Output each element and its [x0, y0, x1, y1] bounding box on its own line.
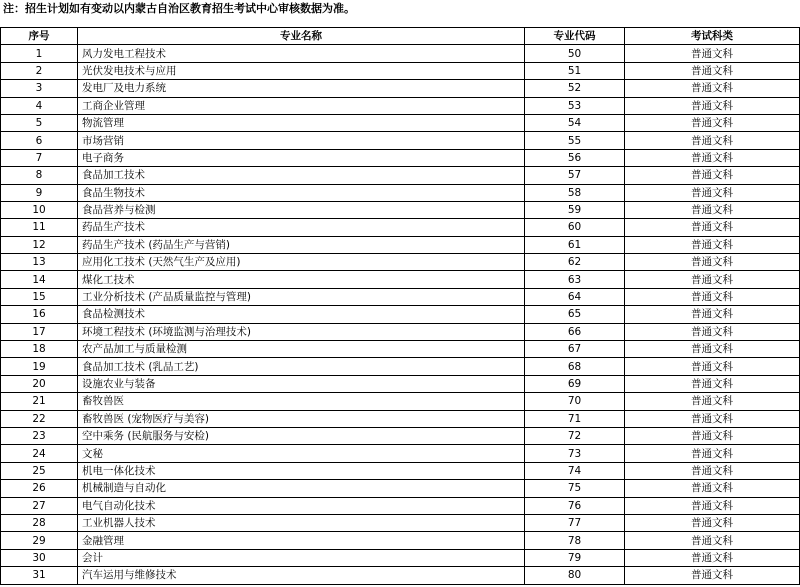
- row-major-name-cell: 会计: [78, 549, 525, 566]
- row-major-name-cell: 食品营养与检测: [78, 201, 525, 218]
- row-major-code-cell: 77: [525, 514, 625, 531]
- table-row: [1, 45, 800, 62]
- row-index-cell: 31: [1, 567, 78, 584]
- row-major-code-cell: 69: [525, 375, 625, 392]
- row-exam-category-cell: 普通文科: [625, 254, 800, 271]
- row-index-cell: 16: [1, 306, 78, 323]
- row-major-code-cell: 52: [525, 80, 625, 97]
- header-major-code: 专业代码: [525, 28, 625, 45]
- row-exam-category-cell: 普通文科: [625, 236, 800, 253]
- row-exam-category-cell: 普通文科: [625, 375, 800, 392]
- row-exam-category-cell: 普通文科: [625, 427, 800, 444]
- table-row: [1, 271, 800, 288]
- row-major-code-cell: 59: [525, 201, 625, 218]
- row-index-cell: 18: [1, 341, 78, 358]
- table-row: [1, 306, 800, 323]
- table-row: [1, 567, 800, 584]
- row-exam-category-cell: 普通文科: [625, 219, 800, 236]
- row-major-code-cell: 50: [525, 45, 625, 62]
- table-row: [1, 114, 800, 131]
- row-major-name-cell: 工业分析技术 (产品质量监控与管理): [78, 288, 525, 305]
- table-row: [1, 288, 800, 305]
- row-major-name-cell: 药品生产技术: [78, 219, 525, 236]
- row-index-cell: 14: [1, 271, 78, 288]
- row-index-cell: 26: [1, 480, 78, 497]
- table-row: [1, 132, 800, 149]
- table-row: [1, 323, 800, 340]
- table-row: [1, 219, 800, 236]
- row-index-cell: 12: [1, 236, 78, 253]
- table-row: [1, 532, 800, 549]
- row-index-cell: 25: [1, 462, 78, 479]
- row-index-cell: 30: [1, 549, 78, 566]
- table-row: [1, 497, 800, 514]
- row-major-code-cell: 75: [525, 480, 625, 497]
- row-index-cell: 3: [1, 80, 78, 97]
- row-major-name-cell: 机电一体化技术: [78, 462, 525, 479]
- row-exam-category-cell: 普通文科: [625, 462, 800, 479]
- row-exam-category-cell: 普通文科: [625, 45, 800, 62]
- table-row: [1, 201, 800, 218]
- row-major-code-cell: 74: [525, 462, 625, 479]
- row-major-code-cell: 65: [525, 306, 625, 323]
- majors-table-container: [0, 27, 800, 585]
- table-row: [1, 80, 800, 97]
- row-index-cell: 24: [1, 445, 78, 462]
- row-exam-category-cell: 普通文科: [625, 445, 800, 462]
- row-major-name-cell: 药品生产技术 (药品生产与营销): [78, 236, 525, 253]
- table-row: [1, 184, 800, 201]
- row-major-name-cell: 畜牧兽医 (宠物医疗与美容): [78, 410, 525, 427]
- row-major-code-cell: 54: [525, 114, 625, 131]
- row-major-name-cell: 电子商务: [78, 149, 525, 166]
- table-row: [1, 375, 800, 392]
- row-major-code-cell: 73: [525, 445, 625, 462]
- row-major-name-cell: 发电厂及电力系统: [78, 80, 525, 97]
- table-row: [1, 236, 800, 253]
- header-exam-category: 考试科类: [625, 28, 800, 45]
- row-major-code-cell: 56: [525, 149, 625, 166]
- row-index-cell: 10: [1, 201, 78, 218]
- row-exam-category-cell: 普通文科: [625, 323, 800, 340]
- row-major-name-cell: 设施农业与装备: [78, 375, 525, 392]
- row-major-code-cell: 78: [525, 532, 625, 549]
- row-major-code-cell: 71: [525, 410, 625, 427]
- row-index-cell: 6: [1, 132, 78, 149]
- row-exam-category-cell: 普通文科: [625, 97, 800, 114]
- row-major-code-cell: 68: [525, 358, 625, 375]
- row-major-name-cell: 电气自动化技术: [78, 497, 525, 514]
- table-row: [1, 480, 800, 497]
- row-major-code-cell: 76: [525, 497, 625, 514]
- table-row: [1, 445, 800, 462]
- row-index-cell: 7: [1, 149, 78, 166]
- row-major-name-cell: 物流管理: [78, 114, 525, 131]
- row-exam-category-cell: 普通文科: [625, 410, 800, 427]
- row-exam-category-cell: 普通文科: [625, 567, 800, 584]
- row-exam-category-cell: 普通文科: [625, 549, 800, 566]
- row-index-cell: 11: [1, 219, 78, 236]
- row-exam-category-cell: 普通文科: [625, 341, 800, 358]
- table-row: [1, 393, 800, 410]
- table-row: [1, 97, 800, 114]
- row-major-code-cell: 66: [525, 323, 625, 340]
- row-major-name-cell: 食品检测技术: [78, 306, 525, 323]
- row-major-code-cell: 61: [525, 236, 625, 253]
- row-major-name-cell: 应用化工技术 (天然气生产及应用): [78, 254, 525, 271]
- row-major-name-cell: 食品生物技术: [78, 184, 525, 201]
- row-major-code-cell: 63: [525, 271, 625, 288]
- header-major-name: 专业名称: [78, 28, 525, 45]
- row-exam-category-cell: 普通文科: [625, 201, 800, 218]
- row-major-code-cell: 80: [525, 567, 625, 584]
- row-major-name-cell: 工业机器人技术: [78, 514, 525, 531]
- row-exam-category-cell: 普通文科: [625, 497, 800, 514]
- row-major-name-cell: 文秘: [78, 445, 525, 462]
- row-index-cell: 9: [1, 184, 78, 201]
- row-index-cell: 27: [1, 497, 78, 514]
- row-index-cell: 2: [1, 62, 78, 79]
- row-index-cell: 23: [1, 427, 78, 444]
- row-major-code-cell: 58: [525, 184, 625, 201]
- row-major-code-cell: 62: [525, 254, 625, 271]
- row-exam-category-cell: 普通文科: [625, 80, 800, 97]
- table-row: [1, 254, 800, 271]
- row-index-cell: 28: [1, 514, 78, 531]
- row-index-cell: 8: [1, 167, 78, 184]
- row-exam-category-cell: 普通文科: [625, 132, 800, 149]
- row-major-name-cell: 畜牧兽医: [78, 393, 525, 410]
- row-index-cell: 5: [1, 114, 78, 131]
- row-major-code-cell: 79: [525, 549, 625, 566]
- row-major-name-cell: 食品加工技术: [78, 167, 525, 184]
- row-exam-category-cell: 普通文科: [625, 271, 800, 288]
- row-major-code-cell: 72: [525, 427, 625, 444]
- row-major-name-cell: 煤化工技术: [78, 271, 525, 288]
- header-index: 序号: [1, 28, 78, 45]
- row-major-name-cell: 机械制造与自动化: [78, 480, 525, 497]
- table-row: [1, 167, 800, 184]
- row-major-name-cell: 光伏发电技术与应用: [78, 62, 525, 79]
- row-exam-category-cell: 普通文科: [625, 167, 800, 184]
- row-major-code-cell: 67: [525, 341, 625, 358]
- row-index-cell: 19: [1, 358, 78, 375]
- row-major-code-cell: 64: [525, 288, 625, 305]
- row-major-name-cell: 金融管理: [78, 532, 525, 549]
- table-row: [1, 341, 800, 358]
- row-exam-category-cell: 普通文科: [625, 393, 800, 410]
- table-row: [1, 514, 800, 531]
- row-index-cell: 29: [1, 532, 78, 549]
- table-row: [1, 549, 800, 566]
- row-index-cell: 13: [1, 254, 78, 271]
- table-body: [1, 45, 800, 584]
- row-index-cell: 17: [1, 323, 78, 340]
- row-major-code-cell: 51: [525, 62, 625, 79]
- majors-table: [0, 27, 800, 585]
- row-major-name-cell: 风力发电工程技术: [78, 45, 525, 62]
- table-row: [1, 462, 800, 479]
- row-major-code-cell: 55: [525, 132, 625, 149]
- row-index-cell: 4: [1, 97, 78, 114]
- table-row: [1, 410, 800, 427]
- row-index-cell: 1: [1, 45, 78, 62]
- row-exam-category-cell: 普通文科: [625, 149, 800, 166]
- row-major-name-cell: 食品加工技术 (乳品工艺): [78, 358, 525, 375]
- enrollment-note: 注：招生计划如有变动以内蒙古自治区教育招生考试中心审核数据为准。: [3, 2, 355, 15]
- row-major-name-cell: 市场营销: [78, 132, 525, 149]
- row-exam-category-cell: 普通文科: [625, 114, 800, 131]
- row-exam-category-cell: 普通文科: [625, 480, 800, 497]
- row-exam-category-cell: 普通文科: [625, 532, 800, 549]
- table-row: [1, 149, 800, 166]
- table-header-row: [1, 28, 800, 45]
- row-major-code-cell: 60: [525, 219, 625, 236]
- row-exam-category-cell: 普通文科: [625, 288, 800, 305]
- row-index-cell: 15: [1, 288, 78, 305]
- row-index-cell: 20: [1, 375, 78, 392]
- row-major-code-cell: 53: [525, 97, 625, 114]
- row-major-code-cell: 70: [525, 393, 625, 410]
- table-row: [1, 427, 800, 444]
- row-exam-category-cell: 普通文科: [625, 306, 800, 323]
- row-index-cell: 21: [1, 393, 78, 410]
- row-major-name-cell: 汽车运用与维修技术: [78, 567, 525, 584]
- row-major-name-cell: 农产品加工与质量检测: [78, 341, 525, 358]
- row-exam-category-cell: 普通文科: [625, 514, 800, 531]
- row-exam-category-cell: 普通文科: [625, 62, 800, 79]
- row-exam-category-cell: 普通文科: [625, 184, 800, 201]
- row-index-cell: 22: [1, 410, 78, 427]
- row-major-name-cell: 环境工程技术 (环境监测与治理技术): [78, 323, 525, 340]
- row-exam-category-cell: 普通文科: [625, 358, 800, 375]
- table-row: [1, 62, 800, 79]
- row-major-name-cell: 空中乘务 (民航服务与安检): [78, 427, 525, 444]
- row-major-name-cell: 工商企业管理: [78, 97, 525, 114]
- table-row: [1, 358, 800, 375]
- row-major-code-cell: 57: [525, 167, 625, 184]
